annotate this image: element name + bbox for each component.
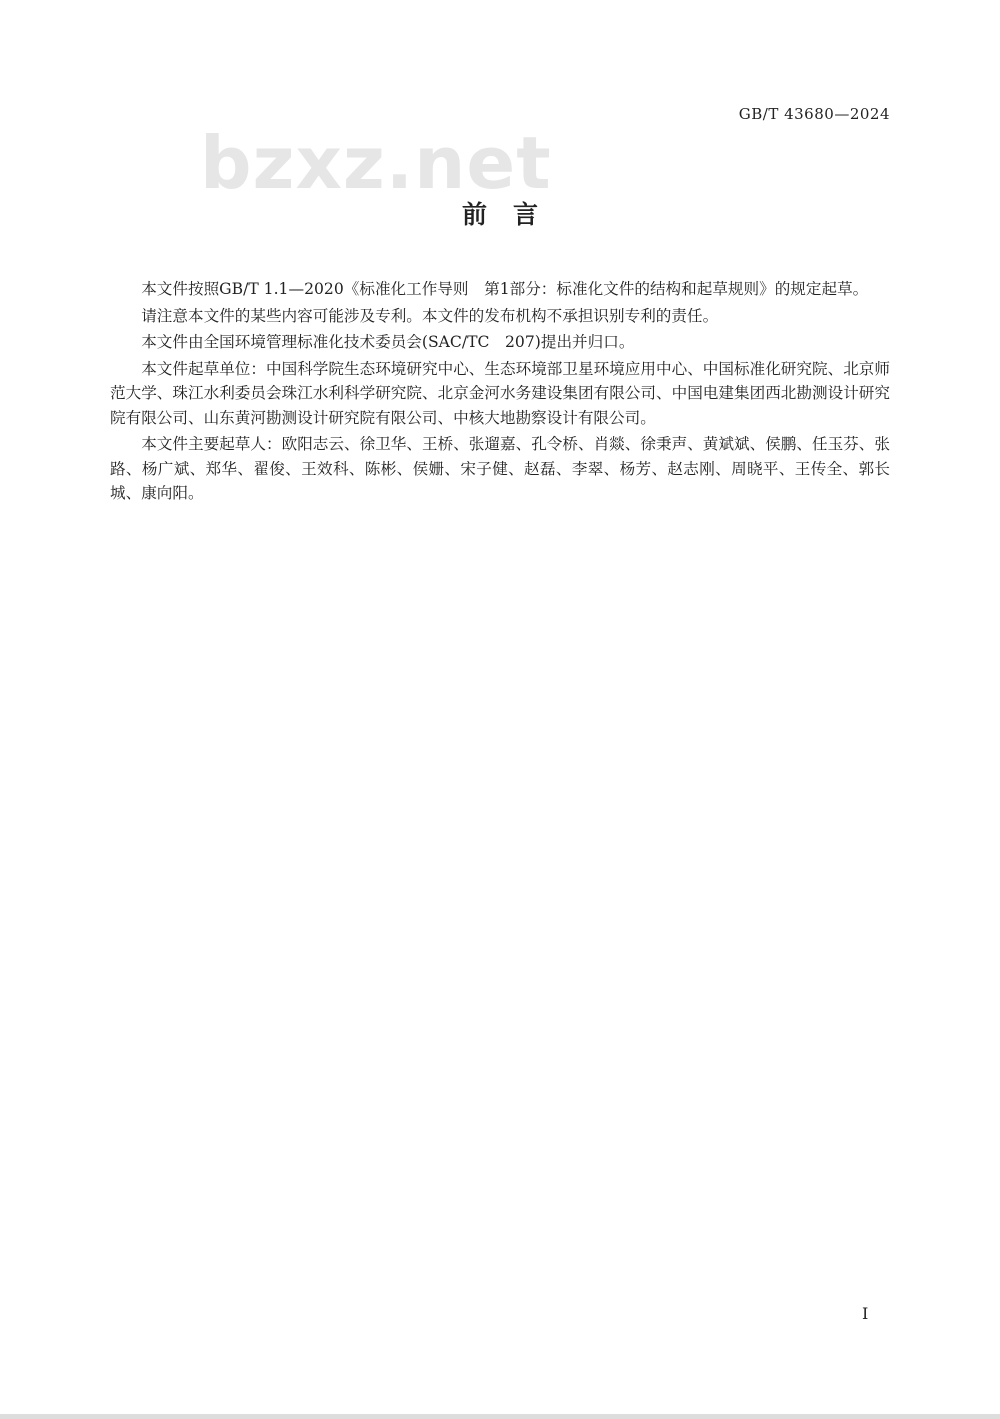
foreword-body: [110, 277, 890, 508]
paragraph-drafting-rules: 本文件按照GB/T 1.1—2020《标准化工作导则 第1部分：标准化文件的结构和起草规则》的规定起草。: [141, 280, 869, 298]
page-number: I: [862, 1304, 869, 1323]
watermark: bzxz.net: [200, 121, 552, 205]
paragraph-drafters: 本文件主要起草人：欧阳志云、徐卫华、王桥、张遛嘉、孔令桥、肖燚、徐秉声、黄斌斌、侯鹏、任玉芬、张路、杨广斌、郑华、翟俊、王效科、陈彬、侯姗、宋子健、赵磊、李翠、杨芳、赵志刚、周晓平、王传全、郭长城、康向阳。: [110, 435, 890, 502]
paragraph-committee: 本文件由全国环境管理标准化技术委员会(SAC/TC 207)提出并归口。: [141, 333, 635, 351]
paragraph-drafting-units: 本文件起草单位：中国科学院生态环境研究中心、生态环境部卫星环境应用中心、中国标准化研究院、北京师范大学、珠江水利委员会珠江水利科学研究院、北京金河水务建设集团有限公司、中国电建集团西北勘测设计研究院有限公司、山东黄河勘测设计研究院有限公司、中核大地勘察设计有限公司。: [110, 359, 890, 427]
page-bottom-edge: [0, 1414, 1000, 1419]
standard-code: GB/T 43680—2024: [738, 105, 890, 123]
paragraph-patent-notice: 请注意本文件的某些内容可能涉及专利。本文件的发布机构不承担识别专利的责任。: [141, 306, 719, 325]
page-title: 前言: [461, 200, 564, 229]
